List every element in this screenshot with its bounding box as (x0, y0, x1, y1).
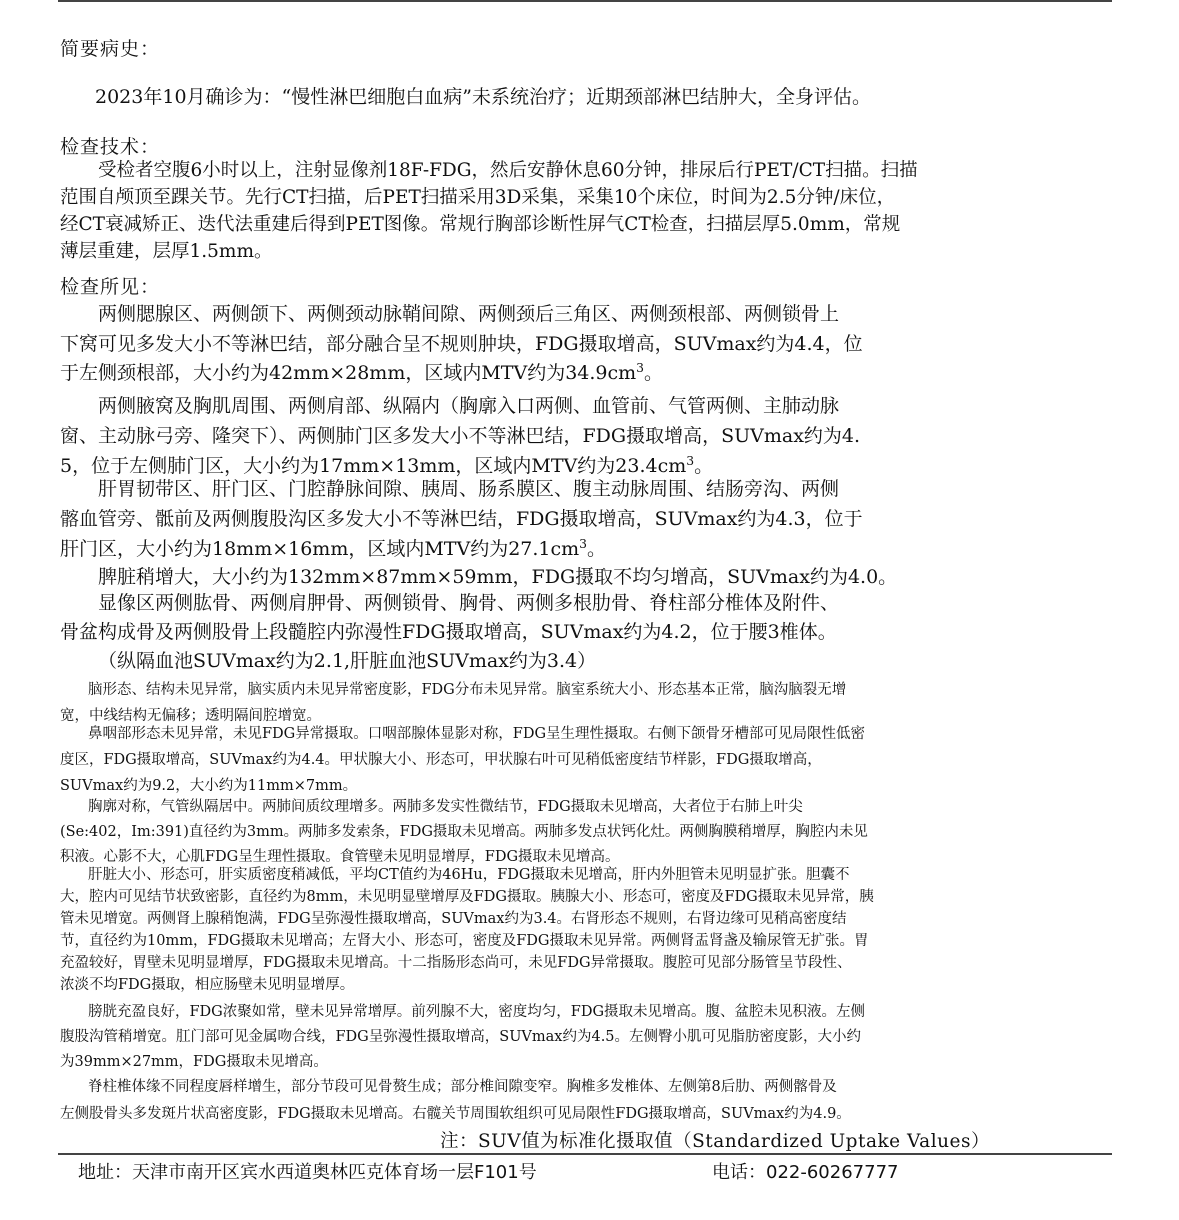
findings-neck-nodes (60, 300, 863, 389)
findings-head-neck (60, 721, 865, 799)
findings-line: 管未见增宽。两侧肾上腺稍饱满，FDG呈弥漫性摄取增高，SUVmax约为3.4。右肾形态不规则，右肾边缘可见稍高密度结 (60, 911, 847, 927)
findings-spine (60, 1074, 851, 1128)
findings-chest (60, 795, 868, 870)
findings-pelvis (60, 1000, 865, 1075)
findings-line: 节，直径约为10mm，FDG摄取未见增高；左肾大小、形态可，密度及FDG摄取未见异常。两侧肾盂肾盏及输尿管无扩张。胃 (60, 933, 869, 949)
technique-paragraph (60, 157, 918, 265)
findings-line: 两侧腋窝及胸肌周围、两侧肩部、纵隔内（胸廓入口两侧、血管前、气管两侧、主肺动脉 (98, 395, 840, 417)
findings-chest-nodes (60, 391, 860, 481)
technique-line: 受检者空腹6小时以上，注射显像剂18F-FDG，然后安静休息60分钟，排尿后行PET/CT扫描。扫描 (98, 160, 918, 181)
findings-line: 宽，中线结构无偏移；透明隔间腔增宽。 (60, 708, 321, 724)
footer-rule (58, 1153, 1112, 1155)
findings-line: 鼻咽部形态未见异常，未见FDG异常摄取。口咽部腺体显影对称，FDG呈生理性摄取。右侧下颌骨牙槽部可见局限性低密 (88, 726, 866, 742)
history-text: 2023年10月确诊为：“慢性淋巴细胞白血病”未系统治疗；近期颈部淋巴结肿大，全身评估。 (95, 86, 871, 108)
findings-line: 膀胱充盈良好，FDG浓聚如常，壁未见异常增厚。前列腺不大，密度均匀，FDG摄取未见增高。腹、盆腔未见积液。左侧 (88, 1004, 866, 1020)
findings-line: 显像区两侧肱骨、两侧肩胛骨、两侧锁骨、胸骨、两侧多根肋骨、脊柱部分椎体及附件、 (98, 592, 840, 614)
findings-line: 5，位于左侧肺门区，大小约为17mm×13mm，区域内MTV约为$23.4cm^3$。 (60, 454, 714, 477)
findings-line: 肝胃韧带区、肝门区、门腔静脉间隙、胰周、肠系膜区、腹主动脉周围、结肠旁沟、两侧 (98, 478, 840, 500)
findings-line: 肝脏大小、形态可，肝实质密度稍减低，平均CT值约为46Hu，FDG摄取未见增高，肝内外胆管未见明显扩张。胆囊不 (88, 867, 850, 883)
findings-line: 下窝可见多发大小不等淋巴结，部分融合呈不规则肿块，FDG摄取增高，SUVmax约为4.4，位 (60, 332, 863, 355)
findings-line: 脊柱椎体缘不同程度唇样增生，部分节段可见骨赘生成；部分椎间隙变窄。胸椎多发椎体、左侧第8后肋、两侧髂骨及 (88, 1079, 837, 1095)
findings-line: 胸廓对称，气管纵隔居中。两肺间质纹理增多。两肺多发实性微结节，FDG摄取未见增高，大者位于右肺上叶尖 (88, 799, 803, 815)
footer-address: 地址：天津市南开区宾水西道奥林匹克体育场一层F101号 (78, 1162, 537, 1183)
findings-line: (Se:402，Im:391)直径约为3mm。两肺多发索条，FDG摄取未见增高。两肺多发点状钙化灶。两侧胸膜稍增厚，胸腔内未见 (60, 824, 868, 840)
suv-note: 注：SUV值为标准化摄取值（Standardized Uptake Values） (440, 1131, 990, 1152)
findings-line: 积液。心影不大，心肌FDG呈生理性摄取。食管壁未见明显增厚，FDG摄取未见增高。 (60, 849, 620, 865)
findings-line: 度区，FDG摄取增高，SUVmax约为4.4。甲状腺大小、形态可，甲状腺右叶可见稍低密度结节样影，FDG摄取增高， (60, 752, 822, 768)
technique-line: 经CT衰减矫正、迭代法重建后得到PET图像。常规行胸部诊断性屏气CT检查，扫描层厚5.0mm，常规 (60, 214, 901, 235)
findings-line: 脑形态、结构未见异常，脑实质内未见异常密度影，FDG分布未见异常。脑室系统大小、形态基本正常，脑沟脑裂无增 (88, 682, 847, 698)
findings-line: 窗、主动脉弓旁、隆突下）、两侧肺门区多发大小不等淋巴结，FDG摄取增高，SUVmax约为4. (60, 425, 861, 447)
findings-abdomen (60, 864, 874, 996)
findings-line: 大，腔内可见结节状致密影，直径约为8mm，未见明显壁增厚及FDG摄取。胰腺大小、形态可，密度及FDG摄取未见异常，胰 (60, 889, 874, 905)
findings-line: 为39mm×27mm，FDG摄取未见增高。 (60, 1054, 328, 1070)
technique-line: 薄层重建，层厚1.5mm。 (60, 241, 273, 262)
findings-line: 浓淡不均FDG摄取，相应肠壁未见明显增厚。 (60, 977, 355, 993)
findings-spleen: 脾脏稍增大，大小约为132mm×87mm×59mm，FDG摄取不均匀增高，SUVmax约为4.0。 (98, 566, 898, 588)
top-rule (58, 0, 1112, 2)
findings-line: 于左侧颈根部，大小约为42mm×28mm，区域内MTV约为$34.9cm^3$。 (60, 361, 664, 384)
findings-heading: 检查所见： (60, 276, 161, 298)
findings-line: 髂血管旁、骶前及两侧腹股沟区多发大小不等淋巴结，FDG摄取增高，SUVmax约为4.3，位于 (60, 508, 863, 530)
technique-heading: 检查技术： (60, 136, 161, 158)
findings-line: （纵隔血池SUVmax约为2.1,肝脏血池SUVmax约为3.4） (98, 650, 597, 672)
footer-phone: 电话：022-60267777 (712, 1162, 899, 1183)
findings-line: 两侧腮腺区、两侧颌下、两侧颈动脉鞘间隙、两侧颈后三角区、两侧颈根部、两侧锁骨上 (98, 303, 840, 325)
technique-line: 范围自颅顶至踝关节。先行CT扫描，后PET扫描采用3D采集，采集10个床位，时间为2.5分钟/床位， (60, 187, 896, 208)
findings-line: SUVmax约为9.2，大小约为11mm×7mm。 (60, 778, 358, 794)
findings-abdominal-nodes (60, 474, 863, 564)
history-heading: 简要病史： (60, 38, 161, 60)
findings-line: 左侧股骨头多发斑片状高密度影，FDG摄取未见增高。右髋关节周围软组织可见局限性FDG摄取增高，SUVmax约为4.9。 (60, 1106, 851, 1122)
findings-line: 充盈较好，胃壁未见明显增厚，FDG摄取未见增高。十二指肠形态尚可，未见FDG异常摄取。腹腔可见部分肠管呈节段性、 (60, 955, 852, 971)
findings-line: 腹股沟管稍增宽。肛门部可见金属吻合线，FDG呈弥漫性摄取增高，SUVmax约为4.5。左侧臀小肌可见脂肪密度影，大小约 (60, 1029, 862, 1045)
findings-line: 肝门区，大小约为18mm×16mm，区域内MTV约为$27.1cm^3$。 (60, 537, 607, 560)
findings-line: 骨盆构成骨及两侧股骨上段髓腔内弥漫性FDG摄取增高，SUVmax约为4.2，位于腰3椎体。 (60, 621, 837, 643)
findings-bone-marrow (60, 589, 839, 676)
